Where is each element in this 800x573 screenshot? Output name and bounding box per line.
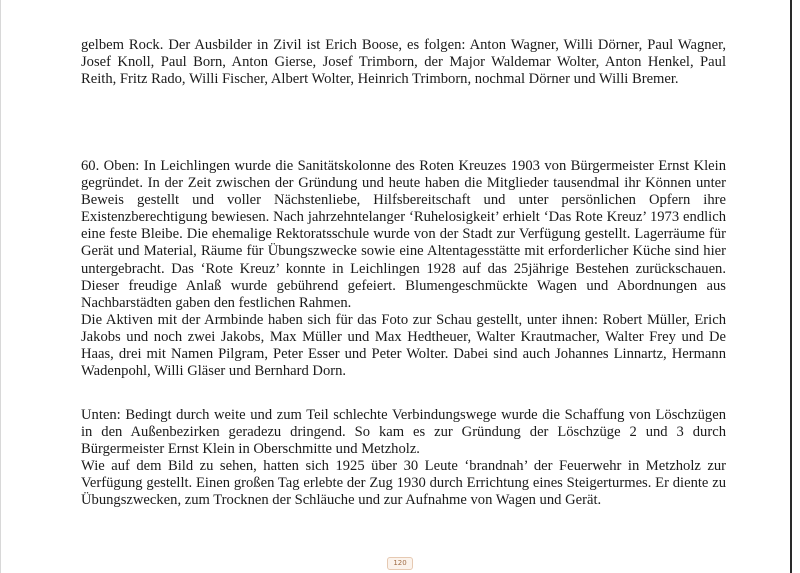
text-block-top [81, 37, 726, 88]
page-number: 120 [387, 557, 413, 570]
text-block-unten [81, 407, 726, 510]
text-block-caption-60 [81, 158, 726, 380]
paragraph-bild: Wie auf dem Bild zu sehen, hatten sich 1925 über 30 Leute ‘brandnah’ der Feuerwehr in Metzholz zur Verfügung gestellt. Einen großen Tag erlebte der Zug 1930 durch Errichtung eines Steigerturmes. Er diente zu Übungszwecken, zum Trocknen der Schläuche und zur Aufnahme von Wagen und Gerät. [81, 458, 726, 509]
paragraph-60-oben: 60. Oben: In Leichlingen wurde die Sanitätskolonne des Roten Kreuzes 1903 von Bürgermeister Ernst Klein gegründet. In der Zeit zwischen der Gründung und heute haben die Mitglieder tausendmal ihr Können unter Beweis gestellt und voller Nächstenliebe, Hilfsbereitschaft und unter persönlichen Opfern ihre Existenzberechtigung bewiesen. Nach jahrzehntelanger ‘Ruhelosigkeit’ erhielt ‘Das Rote Kreuz’ 1973 endlich eine feste Bleibe. Die ehemalige Rektoratsschule wurde von der Stadt zur Verfügung gestellt. Lagerräume für Gerät und Material, Räume für Übungszwecke sowie eine Altentagesstätte mit erforderlicher Küche sind hier untergebracht. Das ‘Rote Kreuz’ konnte in Leichlingen 1928 auf das 25jährige Bestehen zurückschauen. Dieser freudige Anlaß wurde gebührend gefeiert. Blumengeschmückte Wagen und Abordnungen aus Nachbarstädten gaben den festlichen Rahmen. [81, 158, 726, 311]
paragraph-top: gelbem Rock. Der Ausbilder in Zivil ist Erich Boose, es folgen: Anton Wagner, Willi Dörner, Paul Wagner, Josef Knoll, Paul Born, Anton Gierse, Josef Trimborn, der Major Waldemar Wolter, Anton Henkel, Paul Reith, Fritz Rado, Willi Fischer, Albert Wolter, Heinrich Trimborn, nochmal Dörner und Willi Bremer. [81, 37, 726, 88]
paragraph-aktiven: Die Aktiven mit der Armbinde haben sich für das Foto zur Schau gestellt, unter ihnen: Robert Müller, Erich Jakobs und noch zwei Jakobs, Max Müller und Max Hedtheuer, Walter Krautmacher, Walter Frey und De Haas, drei mit Namen Pilgram, Peter Esser und Peter Wolter. Dabei sind auch Johannes Linnartz, Hermann Wadenpohl, Willi Gläser und Bernhard Dorn. [81, 311, 726, 380]
scan-right-edge [790, 0, 792, 573]
scan-left-edge [0, 0, 1, 573]
paragraph-unten: Unten: Bedingt durch weite und zum Teil schlechte Verbindungswege wurde die Schaffung von Löschzügen in den Außenbezirken geradezu dringend. So kam es zur Gründung der Löschzüge 2 und 3 durch Bürgermeister Ernst Klein in Oberschmitte und Metzholz. [81, 407, 726, 458]
